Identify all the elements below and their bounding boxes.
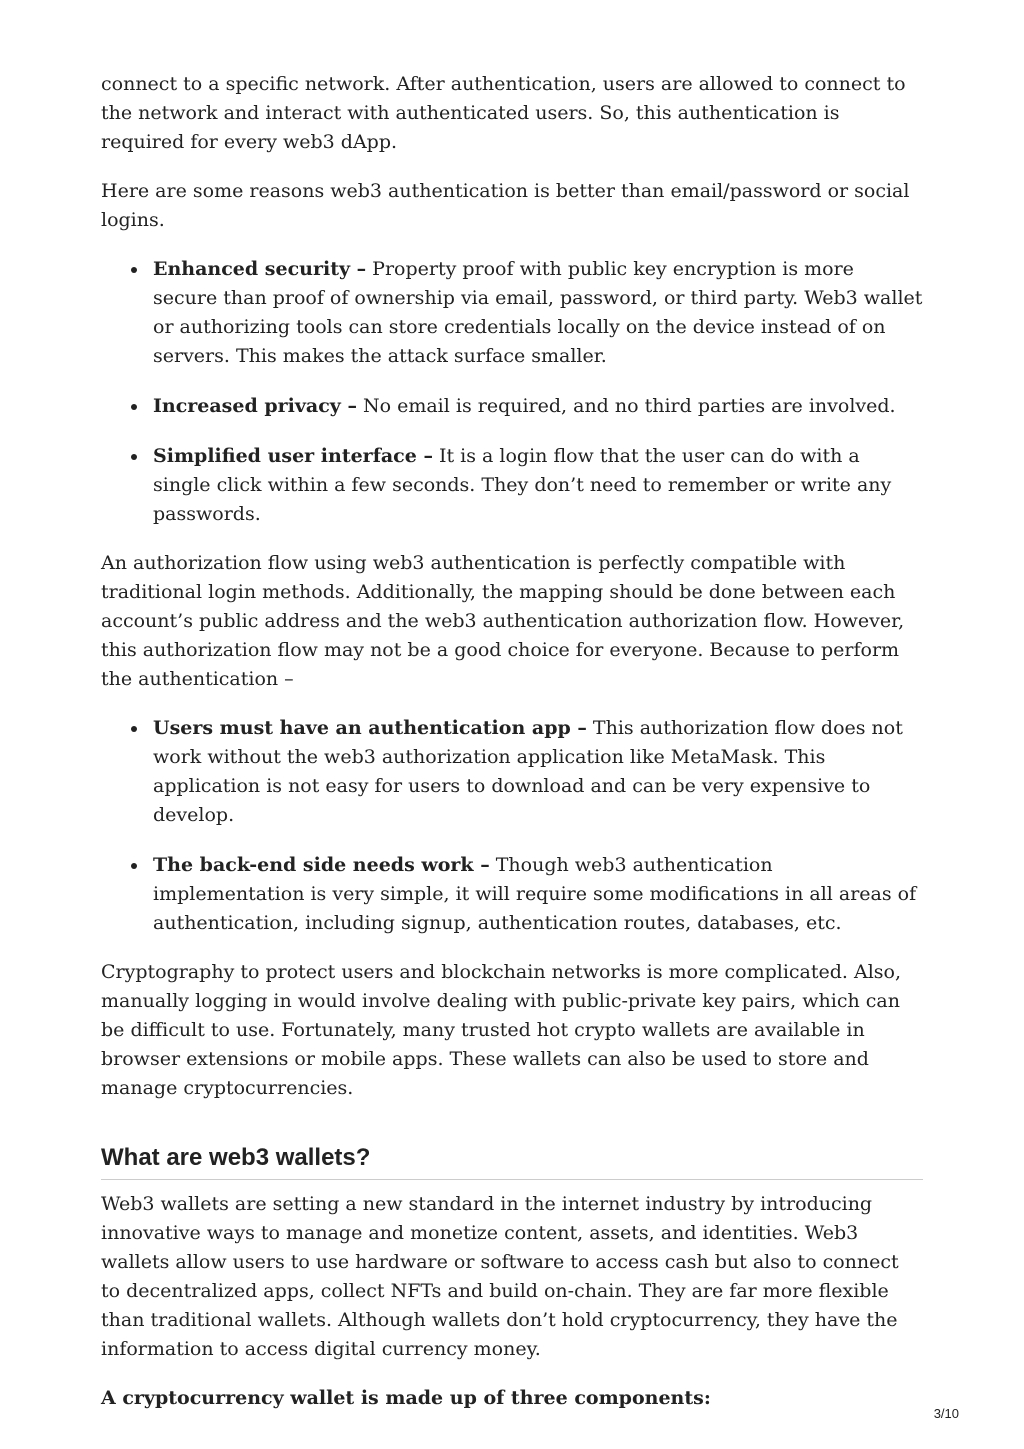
section-heading: What are web3 wallets? [101,1143,923,1180]
paragraph-components-intro [101,1384,923,1413]
list-item-title: Simplified user interface – [153,445,433,467]
paragraph-cryptography: Cryptography to protect users and blockchain networks is more complicated. Also, manually logging in would involve dealing with public-private key pairs, which can be difficult to use. Fortunately, many trusted hot crypto wallets are available in browser extensions or mobile apps. These wallets can also be used to store and manage cryptocurrencies. [101,961,902,1099]
list-item-title: The back-end side needs work – [153,854,490,876]
paragraph-web3-wallets: Web3 wallets are setting a new standard in the internet industry by introducing innovative ways to manage and monetize content, assets, and identities. Web3 wallets allow users to use hardware or software to access cash but also to connect to decentralized apps, collect NFTs and build on-chain. They are far more flexible than traditional wallets. Although wallets don’t hold cryptocurrency, they have the information to access digital currency money. [101,1193,899,1360]
components-intro-text: A cryptocurrency wallet is made up of three components: [101,1387,711,1409]
list-item [153,714,923,830]
list-item-text: This authorization flow does not work without the web3 authorization application like MetaMask. This application is not easy for users to download and can be very expensive to develop. [153,717,903,826]
list-item [153,442,923,529]
paragraph-authorization-flow: An authorization flow using web3 authentication is perfectly compatible with traditional login methods. Additionally, the mapping should be done between each account’s public address and the web3 authentication authorization flow. However, this authorization flow may not be a good choice for everyone. Because to perform the authentication – [101,552,905,690]
paragraph-reasons-intro: Here are some reasons web3 authentication is better than email/password or social logins. [101,180,910,231]
list-item [153,255,923,371]
list-item-title: Increased privacy – [153,395,357,417]
list-item-title: Users must have an authentication app – [153,717,587,739]
list-item [153,392,923,421]
article-body [101,70,923,1433]
drawbacks-list [101,714,923,938]
list-item [153,851,923,938]
list-item-text: Though web3 authentication implementation is very simple, it will require some modifications in all areas of authentication, including signup, authentication routes, databases, etc. [153,854,917,934]
paragraph-network-intro: connect to a specific network. After authentication, users are allowed to connect to the network and interact with authenticated users. So, this authentication is required for every web3 dApp. [101,73,906,153]
list-item-text: No email is required, and no third parties are involved. [356,395,896,417]
list-item-text: It is a login flow that the user can do with a single click within a few seconds. They don’t need to remember or write any passwords. [153,445,892,525]
benefits-list [101,255,923,529]
list-item-text: Property proof with public key encryption is more secure than proof of ownership via email, password, or third party. Web3 wallet or authorizing tools can store credentials locally on the device instead of on servers. This makes the attack surface smaller. [153,258,923,367]
list-item-title: Enhanced security – [153,258,367,280]
page-number: 3/10 [933,1406,959,1421]
